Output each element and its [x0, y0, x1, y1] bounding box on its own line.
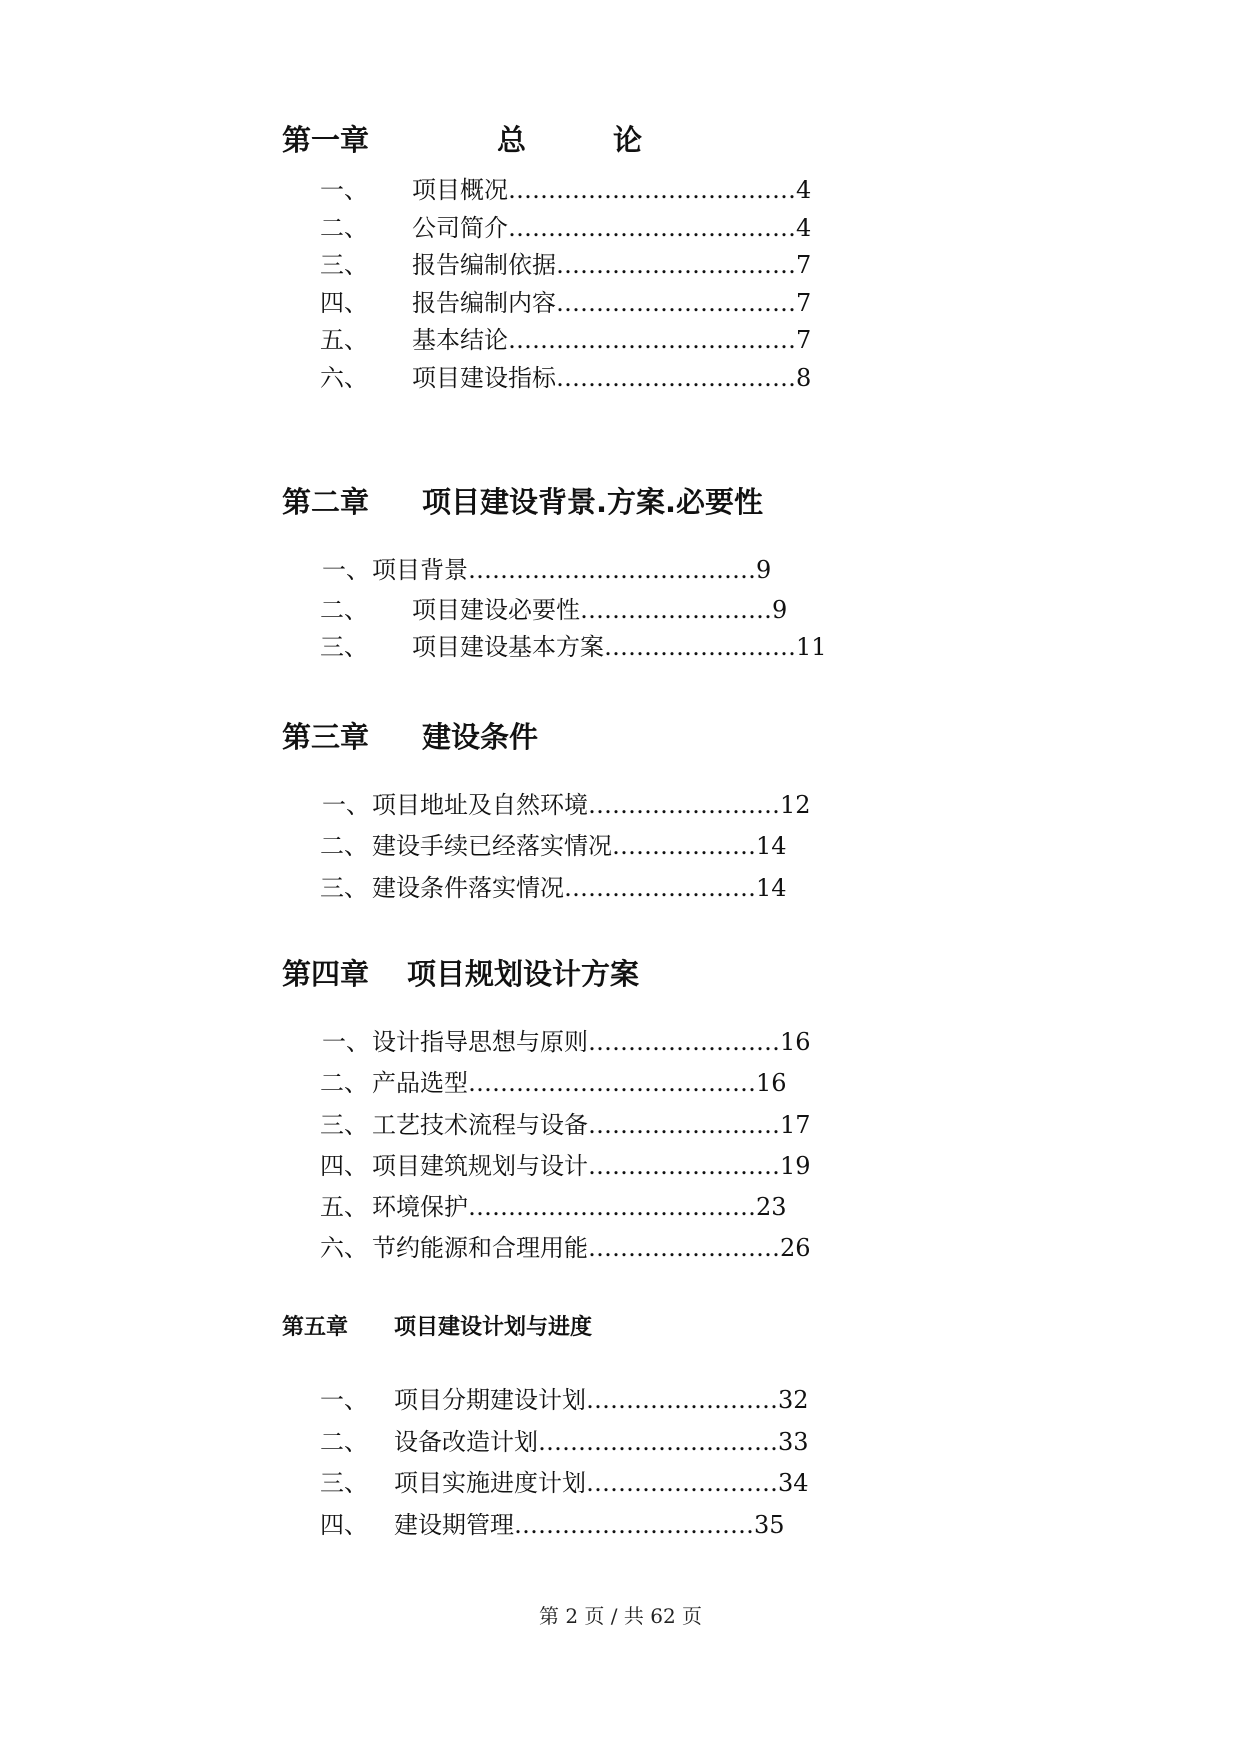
toc-leader-dots: ………………	[612, 832, 756, 860]
chapter-label: 第三章	[282, 720, 370, 754]
toc-leader-dots: ………………………………	[468, 556, 756, 584]
toc-entry-page: 4	[796, 214, 812, 242]
toc-entry-number: 三、	[320, 251, 368, 279]
toc-entry-page: 19	[780, 1152, 811, 1180]
toc-leader-dots: ………………………………	[508, 326, 796, 354]
toc-entry-text: 项目分期建设计划	[394, 1386, 586, 1414]
chapter-label: 第四章	[282, 957, 370, 991]
toc-leader-dots: ……………………	[586, 1469, 778, 1497]
toc-entry-page: 11	[796, 633, 827, 661]
toc-entry-text: 建设手续已经落实情况	[372, 832, 612, 860]
toc-entry-page: 7	[796, 251, 812, 279]
chapter-label: 第一章	[282, 123, 370, 157]
toc-entry-number: 二、	[320, 596, 368, 624]
toc-entry-number: 一、	[322, 1028, 370, 1056]
page-footer: 第 2 页 / 共 62 页	[538, 1604, 703, 1628]
toc-entry-text: 项目实施进度计划	[394, 1469, 586, 1497]
toc-entry-page: 7	[796, 326, 812, 354]
toc-entry-text: 环境保护	[372, 1193, 468, 1221]
toc-entry-text: 项目地址及自然环境	[372, 791, 588, 819]
toc-entry-page: 8	[796, 364, 812, 392]
toc-entry-page: 35	[754, 1511, 785, 1539]
toc-entry-text: 产品选型	[372, 1069, 468, 1097]
toc-leader-dots: ……………………	[588, 1028, 780, 1056]
toc-entry-page: 4	[796, 176, 812, 204]
toc-leader-dots: ……………………	[588, 1234, 780, 1262]
toc-entry-number: 三、	[320, 1469, 368, 1497]
toc-leader-dots: ……………………	[586, 1386, 778, 1414]
toc-entry-text: 设备改造计划	[394, 1428, 538, 1456]
toc-entry-page: 23	[756, 1193, 787, 1221]
toc-entry-number: 三、	[320, 1111, 368, 1139]
chapter-title: 项目建设背景.方案.必要性	[422, 485, 764, 519]
toc-leader-dots: …………………………	[556, 251, 796, 279]
toc-entry-number: 六、	[320, 1234, 368, 1262]
toc-entry-page: 33	[778, 1428, 809, 1456]
toc-entry-text: 项目建设基本方案	[412, 633, 604, 661]
toc-entry-text: 建设条件落实情况	[372, 874, 564, 902]
toc-leader-dots: ………………………………	[468, 1193, 756, 1221]
toc-entry-page: 9	[756, 556, 772, 584]
toc-leader-dots: ……………………	[588, 791, 780, 819]
toc-entry-text: 基本结论	[412, 326, 508, 354]
toc-entry-page: 32	[778, 1386, 809, 1414]
toc-entry-page: 34	[778, 1469, 809, 1497]
toc-entry-text: 项目建设指标	[412, 364, 556, 392]
toc-entry-number: 二、	[320, 1428, 368, 1456]
toc-entry-page: 12	[780, 791, 811, 819]
toc-entry-number: 四、	[320, 289, 368, 317]
toc-leader-dots: ……………………	[604, 633, 796, 661]
toc-entry-text: 项目背景	[372, 556, 468, 584]
toc-entry-number: 一、	[320, 176, 368, 204]
toc-leader-dots: …………………………	[556, 289, 796, 317]
toc-entry-text: 项目概况	[412, 176, 508, 204]
chapter-title: 项目规划设计方案	[407, 957, 640, 991]
toc-entry-text: 报告编制依据	[412, 251, 556, 279]
toc-entry-number: 一、	[320, 1386, 368, 1414]
toc-entry-text: 公司简介	[412, 214, 508, 242]
toc-entry-number: 二、	[320, 832, 368, 860]
chapter-label: 第五章	[282, 1315, 349, 1340]
toc-entry-text: 工艺技术流程与设备	[372, 1111, 588, 1139]
toc-leader-dots: …………………………	[514, 1511, 754, 1539]
toc-entry-number: 五、	[320, 1193, 368, 1221]
toc-entry-number: 五、	[320, 326, 368, 354]
chapter-label: 第二章	[282, 485, 370, 519]
toc-leader-dots: ……………………	[588, 1111, 780, 1139]
toc-entry-number: 四、	[320, 1152, 368, 1180]
toc-entry-text: 项目建筑规划与设计	[372, 1152, 588, 1180]
toc-leader-dots: …………………………	[538, 1428, 778, 1456]
toc-entry-number: 四、	[320, 1511, 368, 1539]
toc-entry-text: 节约能源和合理用能	[372, 1234, 588, 1262]
toc-leader-dots: …………………………	[556, 364, 796, 392]
toc-entry-number: 一、	[322, 556, 370, 584]
toc-entry-number: 一、	[322, 791, 370, 819]
toc-leader-dots: ………………………………	[508, 214, 796, 242]
chapter-title: 建设条件	[422, 720, 539, 754]
chapter-title: 总 论	[497, 123, 643, 157]
toc-leader-dots: ………………………………	[468, 1069, 756, 1097]
toc-entry-number: 二、	[320, 1069, 368, 1097]
toc-entry-page: 26	[780, 1234, 811, 1262]
toc-entry-page: 16	[780, 1028, 811, 1056]
toc-entry-text: 报告编制内容	[412, 289, 556, 317]
toc-entry-number: 六、	[320, 364, 368, 392]
toc-leader-dots: ………………………………	[508, 176, 796, 204]
toc-leader-dots: ……………………	[564, 874, 756, 902]
toc-leader-dots: ……………………	[588, 1152, 780, 1180]
toc-entry-page: 17	[780, 1111, 811, 1139]
toc-entry-text: 建设期管理	[394, 1511, 514, 1539]
toc-entry-text: 项目建设必要性	[412, 596, 580, 624]
toc-entry-text: 设计指导思想与原则	[372, 1028, 588, 1056]
toc-entry-page: 16	[756, 1069, 787, 1097]
toc-entry-number: 三、	[320, 874, 368, 902]
toc-entry-page: 14	[756, 874, 787, 902]
toc-leader-dots: ……………………	[580, 596, 772, 624]
toc-entry-page: 7	[796, 289, 812, 317]
toc-entry-page: 14	[756, 832, 787, 860]
toc-entry-number: 二、	[320, 214, 368, 242]
toc-entry-number: 三、	[320, 633, 368, 661]
toc-entry-page: 9	[772, 596, 788, 624]
chapter-title: 项目建设计划与进度	[394, 1315, 593, 1340]
